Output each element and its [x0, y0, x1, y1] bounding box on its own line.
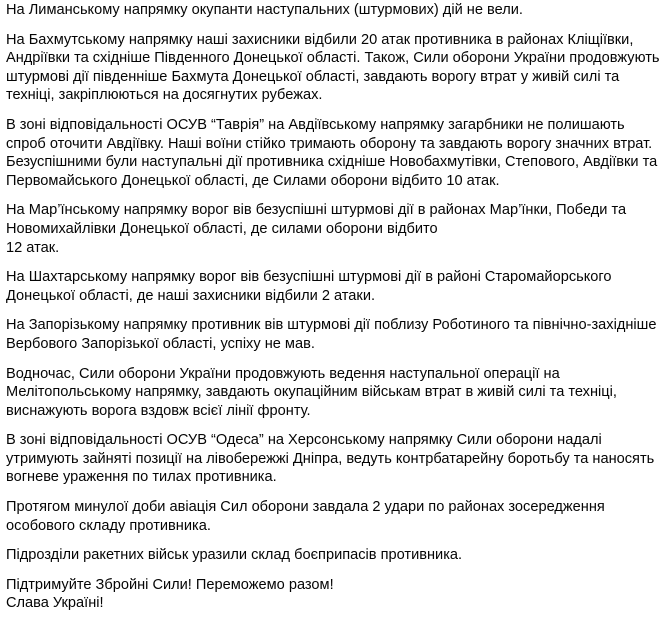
paragraph-shakhtarsk: На Шахтарському напрямку ворог вів безуспішні штурмові дії в районі Старомайорського Донецької області, де наші захисники відбили 2 атаки.	[6, 269, 612, 304]
paragraph-missile-troops: Підрозділи ракетних військ уразили склад боєприпасів противника.	[6, 547, 463, 564]
paragraph-aviation: Протягом минулої доби авіація Сил оборони завдала 2 удари по районах зосередження особового складу противника.	[6, 499, 605, 534]
paragraph-zaporizhzhia: На Запорізькому напрямку противник вів штурмові дії поблизу Роботиного та північно-західніше Вербового Запорізької області, успіху не мав.	[6, 317, 657, 352]
paragraph-lyman: На Лиманському напрямку окупанти наступальних (штурмових) дій не вели.	[6, 2, 523, 18]
paragraph-melitopol: Водночас, Сили оборони України продовжують ведення наступальної операції на Мелітопольському напрямку, завдають окупаційним військам втрат в живій силі та техніці, виснажують ворога вздовж всієї лінії фронту.	[6, 365, 617, 419]
paragraph-glory: Слава Україні!	[6, 595, 104, 612]
paragraph-support: Підтримуйте Збройні Сили! Переможемо разом!	[6, 576, 334, 593]
paragraph-bakhmut: На Бахмутському напрямку наші захисники відбили 20 атак противника в районах Кліщіївки, Андріївки та східніше Південного Донецької області. Також, Сили оборони України продовжують штурмові дії південніше Бахмута Донецької області, завдають ворогу втрат у живій силі та техніці, закріплюються на досягнутих рубежах.	[6, 31, 660, 104]
paragraph-marinka: На Мар’їнському напрямку ворог вів безуспішні штурмові дії в районах Мар’їнки, Победи та Новомихайлівки Донецької області, де силами оборони відбито 12 атак.	[6, 202, 627, 256]
paragraph-avdiivka: В зоні відповідальності ОСУВ “Таврія” на Авдіївському напрямку загарбники не полишають спроб оточити Авдіївку. Наші воїни стійко тримають оборону та завдають ворогу значних втрат. Безуспішними були наступальні дії противника східніше Новобахмутівки, Степового, Авдіївки та Первомайського Донецької області, де Силами оборони відбито 10 атак.	[6, 116, 658, 189]
paragraph-kherson: В зоні відповідальності ОСУВ “Одеса” на Херсонському напрямку Сили оборони надалі утримують зайняті позиції на лівобережжі Дніпра, ведуть контрбатарейну боротьбу та наносять вогневе ураження по тилах противника.	[6, 432, 655, 486]
